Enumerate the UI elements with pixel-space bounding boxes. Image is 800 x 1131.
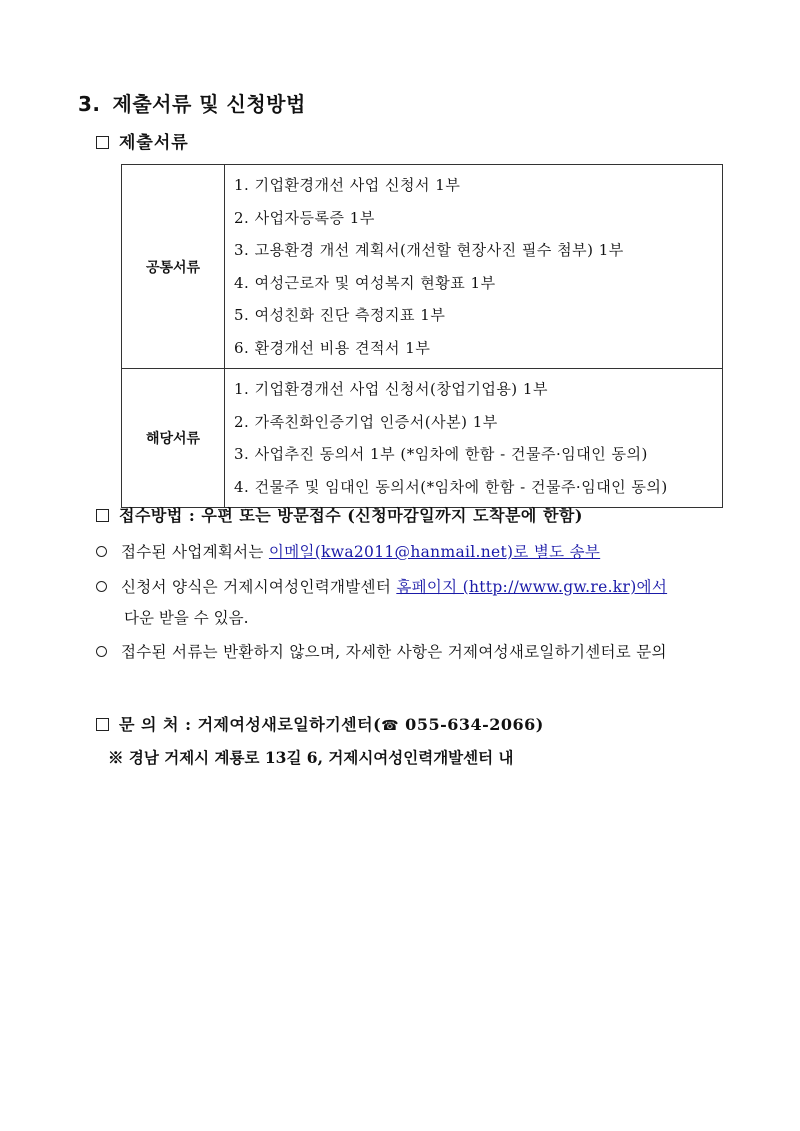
circle-bullet-icon xyxy=(96,581,107,592)
documents-table xyxy=(121,164,723,508)
list-item: 1. 기업환경개선 사업 신청서(창업기업용) 1부 xyxy=(234,380,548,398)
homepage-link[interactable]: 홈페이지 (http://www.gw.re.kr)에서 xyxy=(396,578,668,596)
applicable-docs-list xyxy=(225,369,723,508)
reception-label: 접수방법 : 우편 또는 방문접수 (신청마감일까지 도착분에 한함) xyxy=(119,506,583,525)
section-number: 3. xyxy=(78,92,101,116)
telephone-icon: ☎ xyxy=(381,718,400,734)
contact-info xyxy=(96,712,544,735)
checkbox-icon xyxy=(96,136,109,149)
list-item: 6. 환경개선 비용 견적서 1부 xyxy=(234,338,431,357)
list-item: 2. 가족친화인증기업 인증서(사본) 1부 xyxy=(234,412,498,431)
circle-bullet-icon xyxy=(96,546,107,557)
reception-method xyxy=(96,503,583,526)
circle-bullet-icon xyxy=(96,646,107,657)
list-item: 4. 건물주 및 임대인 동의서(*임차에 한함 - 건물주·임대인 동의) xyxy=(234,477,668,496)
address-note: ※ 경남 거제시 계룡로 13길 6, 거제시여성인력개발센터 내 xyxy=(108,748,514,767)
list-item: 3. 고용환경 개선 계획서(개선할 현장사진 필수 첨부) 1부 xyxy=(234,241,624,259)
checkbox-icon xyxy=(96,718,109,731)
list-item: 4. 여성근로자 및 여성복지 현황표 1부 xyxy=(234,273,496,292)
category-applicable: 해당서류 xyxy=(122,369,225,508)
section-title: 제출서류 및 신청방법 xyxy=(112,92,306,116)
bullet-item: 신청서 양식은 거제시여성인력개발센터 홈페이지 (http://www.gw.re.kr)에서 xyxy=(96,575,667,597)
bullet-item: 접수된 사업계획서는 이메일(kwa2011@hanmail.net)로 별도 송부 xyxy=(96,540,600,562)
table-row xyxy=(122,369,723,508)
submission-docs-label: 제출서류 xyxy=(119,133,189,153)
table-row xyxy=(122,165,723,369)
bullet-item: 접수된 서류는 반환하지 않으며, 자세한 사항은 거제여성새로일하기센터로 문의 xyxy=(96,640,667,662)
checkbox-icon xyxy=(96,509,109,522)
contact-label: 문 의 처 : xyxy=(119,715,198,734)
common-docs-list xyxy=(225,165,723,369)
contact-phone: 055-634-2066) xyxy=(399,715,544,734)
section-heading xyxy=(78,88,306,117)
bullet-continuation: 다운 받을 수 있음. xyxy=(124,609,249,627)
list-item: 3. 사업추진 동의서 1부 (*임차에 한함 - 건물주·임대인 동의) xyxy=(234,445,648,463)
category-common: 공통서류 xyxy=(122,165,225,369)
list-item: 1. 기업환경개선 사업 신청서 1부 xyxy=(234,176,461,194)
list-item: 2. 사업자등록증 1부 xyxy=(234,208,375,227)
email-link[interactable]: 이메일(kwa2011@hanmail.net)로 별도 송부 xyxy=(268,543,601,561)
list-item: 5. 여성친화 진단 측정지표 1부 xyxy=(234,306,446,324)
contact-org: 거제여성새로일하기센터( xyxy=(197,715,382,734)
submission-docs-heading xyxy=(96,128,189,153)
